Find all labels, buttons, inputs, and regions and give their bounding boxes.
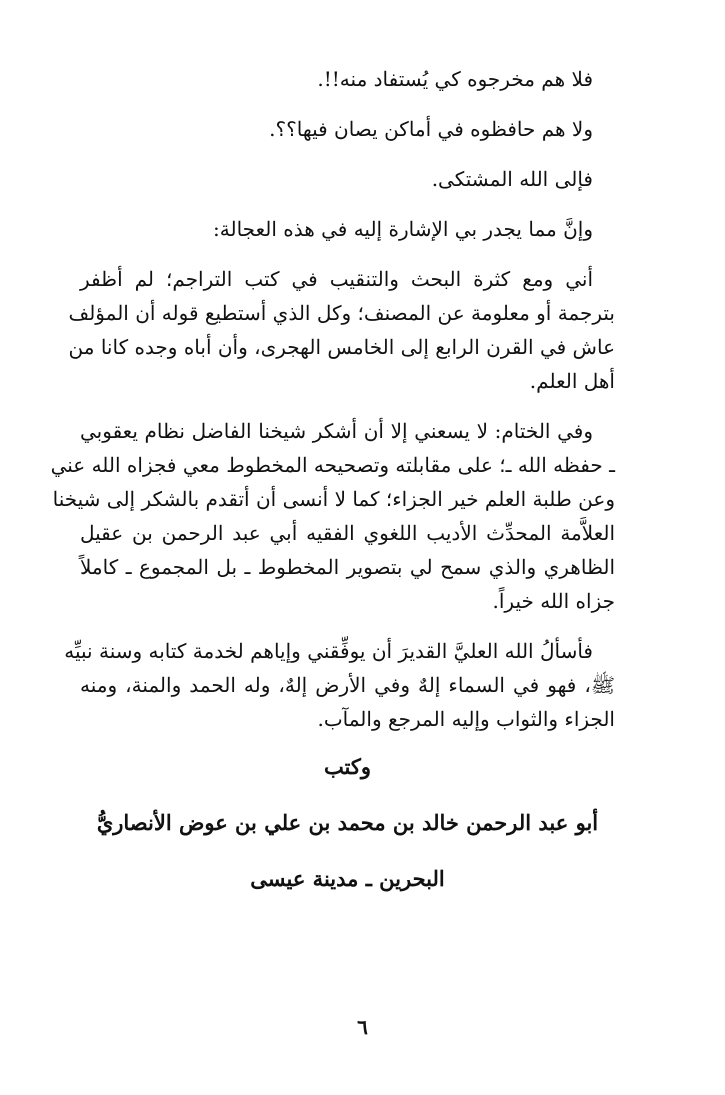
paragraph-1 [80,62,615,96]
paragraph-2 [80,112,615,146]
text-line: أني ومع كثرة البحث والتنقيب في كتب التراجم؛ لم أظفر [80,267,593,291]
text-line: عاش في القرن الرابع إلى الخامس الهجرى، وأن أباه وجده كانا من [68,335,615,359]
text-line: جزاه الله خيراً. [492,589,615,613]
text-line: فإلى الله المشتكى. [431,167,593,191]
signature-wrote: وكتب [323,754,372,779]
paragraph-6 [50,414,615,618]
text-line: الجزاء والثواب وإليه المرجع والمآب. [317,707,615,731]
page-number: ٦ [357,1015,368,1039]
text-line: أهل العلم. [529,369,615,393]
text-line: ولا هم حافظوه في أماكن يصان فيها؟؟. [269,117,593,141]
text-line: بترجمة أو معلومة عن المصنف؛ وكل الذي أستطيع قوله أن المؤلف [68,301,615,325]
text-line: ـ حفظه الله ـ؛ على مقابلته وتصحيحه المخطوط معي فجزاه الله عني [50,453,615,477]
text-line: فأسألُ الله العليَّ القديرَ أن يوفِّقني وإياهم لخدمة كتابه وسنة نبيِّه [64,639,593,663]
page-body [50,62,615,896]
text-line: ﷺ، فهو في السماء إلهٌ وفي الأرض إلهٌ، وله الحمد والمنة، ومنه [80,673,615,697]
text-line: فلا هم مخرجوه كي يُستفاد منه!!. [317,67,593,91]
text-line: وإنَّ مما يجدر بي الإشارة إليه في هذه العجالة: [213,217,593,241]
paragraph-5 [68,262,615,398]
text-line: وفي الختام: لا يسعني إلا أن أشكر شيخنا الفاضل نظام يعقوبي [80,419,593,443]
paragraph-4 [80,212,615,246]
text-line: وعن طلبة العلم خير الجزاء؛ كما لا أنسى أن أتقدم بالشكر إلى شيخنا [52,487,615,511]
paragraph-7 [64,634,615,736]
paragraph-3 [80,162,615,196]
signature-name: أبو عبد الرحمن خالد بن محمد بن علي بن عوض الأنصاريُّ [96,810,599,835]
text-line: الظاهري والذي سمح لي بتصوير المخطوط ـ بل المجموع ـ كاملاً [80,555,615,579]
signature-place: البحرين ـ مدينة عيسى [250,866,445,891]
text-line: العلاَّمة المحدِّث الأديب اللغوي الفقيه أبي عبد الرحمن بن عقيل [80,521,615,545]
